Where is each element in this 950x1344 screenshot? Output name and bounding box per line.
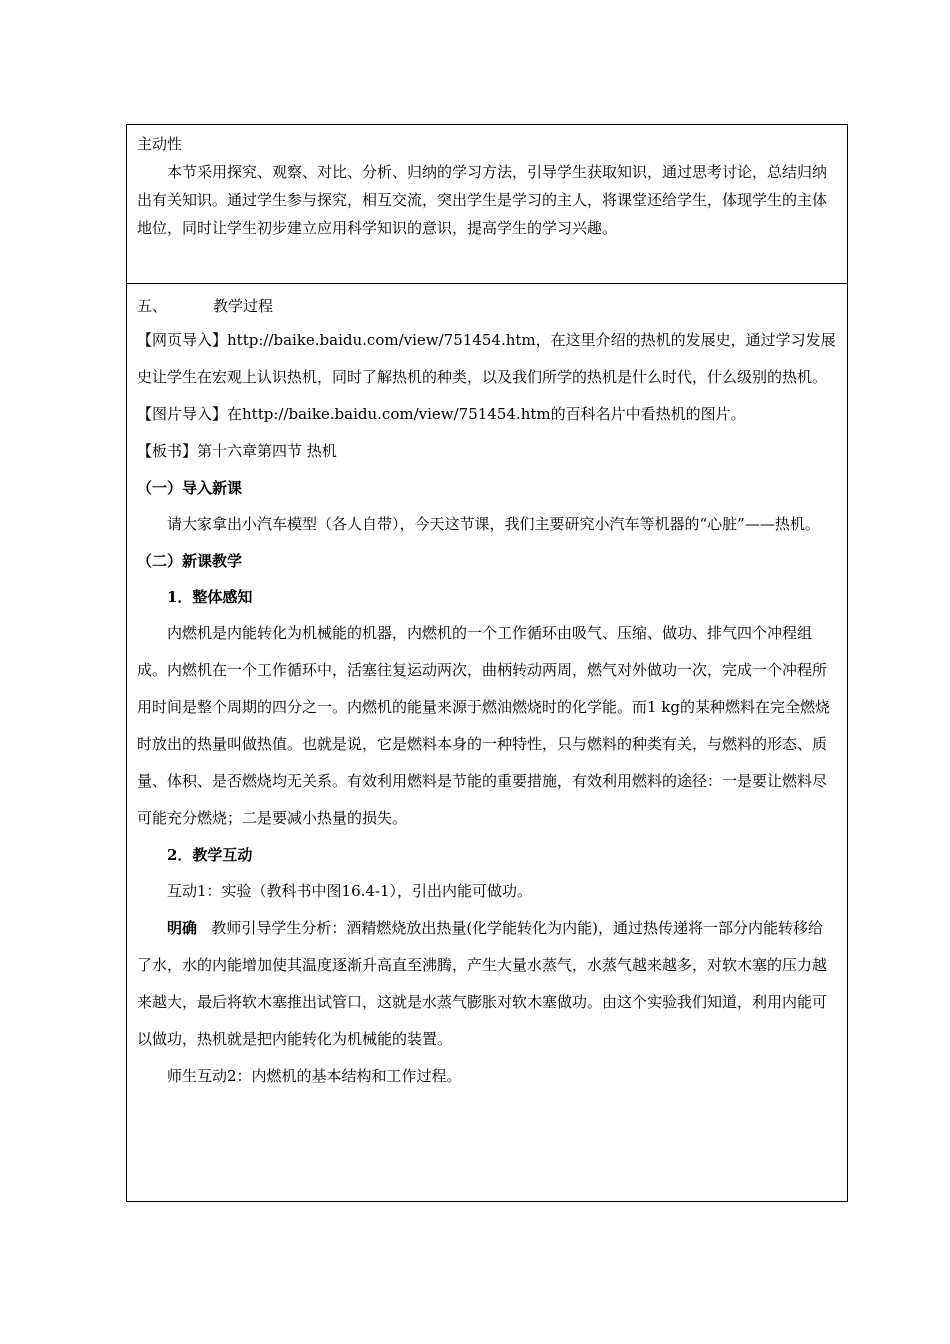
bold-label: 明确: [167, 919, 198, 937]
heading-new-lesson: （二）新课教学: [137, 552, 243, 570]
paragraph-image-intro: 【图片导入】在http://baike.baidu.com/view/751454.htm的百科名片中看热机的图片。: [137, 405, 746, 423]
paragraph-web-intro: 【网页导入】http://baike.baidu.com/view/751454.htm，在这里介绍的热机的发展史，通过学习发展史让学生在宏观上认识热机，同时了解热机的种类，以及我们所学的热机是什么时代，什么级别的热机。: [137, 331, 836, 386]
paragraph: 互动1：实验（教科书中图16.4-1），引出内能可做功。: [167, 882, 533, 900]
paragraph-text: 教师引导学生分析：酒精燃烧放出热量(化学能转化为内能)，通过热传递将一部分内能转移给了水，水的内能增加使其温度逐渐升高直至沸腾，产生大量水蒸气，水蒸气越来越多，对软木塞的压力越来越大，最后将软木塞推出试管口，这就是水蒸气膨胀对软木塞做功。由这个实验我们知道，利用内能可以做功，热机就是把内能转化为机械能的装置。: [137, 919, 828, 1048]
paragraph: [137, 910, 837, 1058]
heading-intro: （一）导入新课: [137, 479, 243, 497]
paragraph-board: 【板书】第十六章第四节 热机: [137, 442, 337, 460]
paragraph: 请大家拿出小汽车模型（各人自带），今天这节课，我们主要研究小汽车等机器的“心脏”——热机。: [167, 515, 820, 533]
cell-text: 主动性: [137, 135, 183, 153]
section-number: 五、: [137, 297, 168, 315]
table-cell-approach: [127, 125, 847, 283]
table-cell-process: [127, 283, 847, 1201]
paragraph: 内燃机是内能转化为机械能的机器，内燃机的一个工作循环由吸气、压缩、做功、排气四个冲程组成。内燃机在一个工作循环中，活塞往复运动两次，曲柄转动两周，燃气对外做功一次，完成一个冲程所用时间是整个周期的四分之一。内燃机的能量来源于燃油燃烧时的化学能。而1 kg的某种燃料在完全燃烧时放出的热量叫做热值。也就是说，它是燃料本身的一种特性，只与燃料的种类有关，与燃料的形态、质量、体积、是否燃烧均无关系。有效利用燃料是节能的重要措施，有效利用燃料的途径：一是要让燃料尽可能充分燃烧；二是要减小热量的损失。: [137, 624, 831, 827]
section-title: 教学过程: [213, 297, 274, 315]
heading-overview: 1．整体感知: [167, 588, 253, 606]
lesson-plan-table: [126, 124, 848, 1202]
paragraph: 本节采用探究、观察、对比、分析、归纳的学习方法，引导学生获取知识，通过思考讨论，总结归纳出有关知识。通过学生参与探究，相互交流，突出学生是学习的主人，将课堂还给学生，体现学生的主体地位，同时让学生初步建立应用科学知识的意识，提高学生的学习兴趣。: [137, 163, 828, 237]
section-heading: [137, 292, 837, 320]
paragraph: 师生互动2：内燃机的基本结构和工作过程。: [167, 1067, 462, 1085]
heading-interaction: 2．教学互动: [167, 846, 253, 864]
